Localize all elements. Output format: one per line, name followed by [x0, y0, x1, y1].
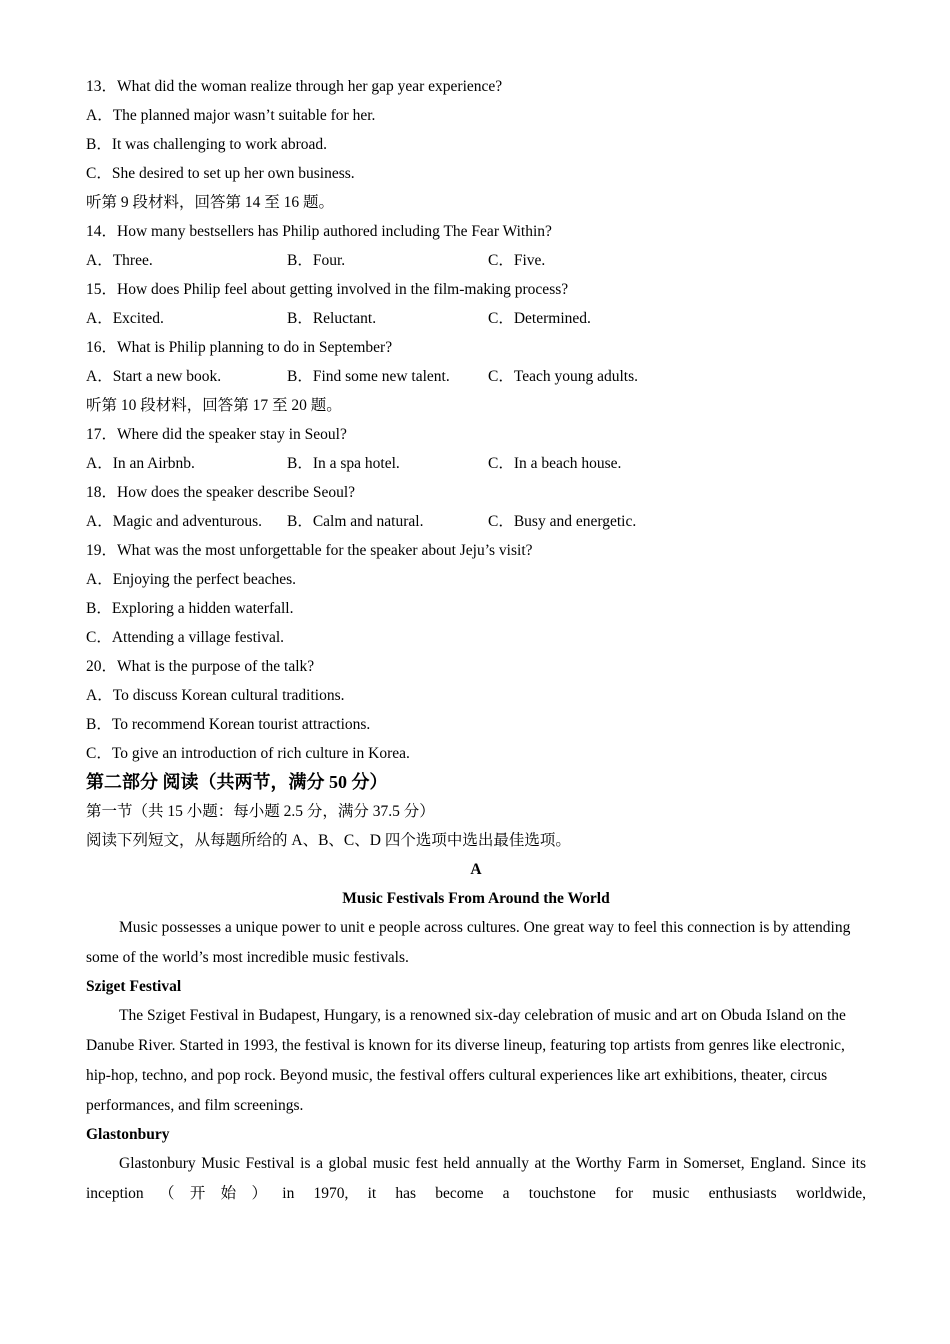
- answer-option: A．Magic and adventurous.: [86, 513, 263, 530]
- festival-heading: Sziget Festival: [86, 978, 182, 995]
- answer-option: C．Attending a village festival.: [86, 629, 285, 646]
- answer-option: B．Reluctant.: [287, 310, 377, 327]
- answer-option: C．Determined.: [488, 310, 591, 327]
- option-row: [86, 362, 866, 391]
- question: 19．What was the most unforgettable for the speaker about Jeju’s visit?: [86, 542, 533, 559]
- answer-option: B．Find some new talent.: [287, 368, 450, 385]
- option-row: [86, 449, 866, 478]
- answer-option: C．In a beach house.: [488, 455, 622, 472]
- festival-heading: Glastonbury: [86, 1126, 170, 1143]
- answer-option: C．Busy and energetic.: [488, 513, 637, 530]
- passage-letter: A: [470, 861, 482, 878]
- option-row: [86, 507, 866, 536]
- question: 16．What is Philip planning to do in September?: [86, 339, 393, 356]
- answer-option: A．In an Airbnb.: [86, 455, 195, 472]
- answer-option: A．To discuss Korean cultural traditions.: [86, 687, 345, 704]
- reading-instruction: 阅读下列短文，从每题所给的 A、B、C、D 四个选项中选出最佳选项。: [86, 832, 571, 849]
- answer-option: C．Five.: [488, 252, 546, 269]
- festival-paragraph: The Sziget Festival in Budapest, Hungary, is a renowned six-day celebration of music and art on Obuda Island on the Danube River. Started in 1993, the festival is known for its diverse lineup, featuring top artists from genres like electronic, hip-hop, techno, and pop rock. Beyond music, the festival offers cultural experiences like art exhibitions, theater, circus performances, and film screenings.: [86, 1007, 846, 1114]
- listening-instruction: 听第 10 段材料，回答第 17 至 20 题。: [86, 397, 342, 414]
- listening-instruction: 听第 9 段材料，回答第 14 至 16 题。: [86, 194, 335, 211]
- section-one-header: 第一节（共 15 小题：每小题 2.5 分，满分 37.5 分）: [86, 803, 435, 820]
- question: 15．How does Philip feel about getting involved in the film-making process?: [86, 281, 569, 298]
- answer-option: B．In a spa hotel.: [287, 455, 400, 472]
- passage-intro: Music possesses a unique power to unit e people across cultures. One great way to feel this connection is by attending some of the world’s most incredible music festivals.: [86, 919, 851, 966]
- answer-option: A．Excited.: [86, 310, 164, 327]
- part-two-title: 第二部分 阅读（共两节，满分 50 分）: [86, 772, 388, 792]
- question: 17．Where did the speaker stay in Seoul?: [86, 426, 347, 443]
- question: 20．What is the purpose of the talk?: [86, 658, 315, 675]
- passage-title: Music Festivals From Around the World: [342, 890, 610, 907]
- answer-option: B．Four.: [287, 252, 346, 269]
- question: 14．How many bestsellers has Philip authored including The Fear Within?: [86, 223, 552, 240]
- answer-option: C．Teach young adults.: [488, 368, 639, 385]
- answer-option: B．Exploring a hidden waterfall.: [86, 600, 294, 617]
- option-row: [86, 246, 866, 275]
- option-row: [86, 304, 866, 333]
- answer-option: A．The planned major wasn’t suitable for her.: [86, 107, 376, 124]
- exam-page: [86, 72, 866, 1209]
- festival-paragraph: Glastonbury Music Festival is a global music fest held annually at the Worthy Farm in Somerset, England. Since its inception（开始）in 1970, it has become a touchstone for music enthusiasts worldwide,: [86, 1155, 866, 1202]
- answer-option: C．She desired to set up her own business.: [86, 165, 355, 182]
- listening-section: [86, 72, 866, 768]
- answer-option: B．Calm and natural.: [287, 513, 424, 530]
- answer-option: A．Enjoying the perfect beaches.: [86, 571, 297, 588]
- question: 13．What did the woman realize through her gap year experience?: [86, 78, 503, 95]
- question: 18．How does the speaker describe Seoul?: [86, 484, 356, 501]
- answer-option: A．Start a new book.: [86, 368, 222, 385]
- answer-option: B．It was challenging to work abroad.: [86, 136, 328, 153]
- answer-option: C．To give an introduction of rich culture in Korea.: [86, 745, 410, 762]
- answer-option: A．Three.: [86, 252, 153, 269]
- answer-option: B．To recommend Korean tourist attractions.: [86, 716, 371, 733]
